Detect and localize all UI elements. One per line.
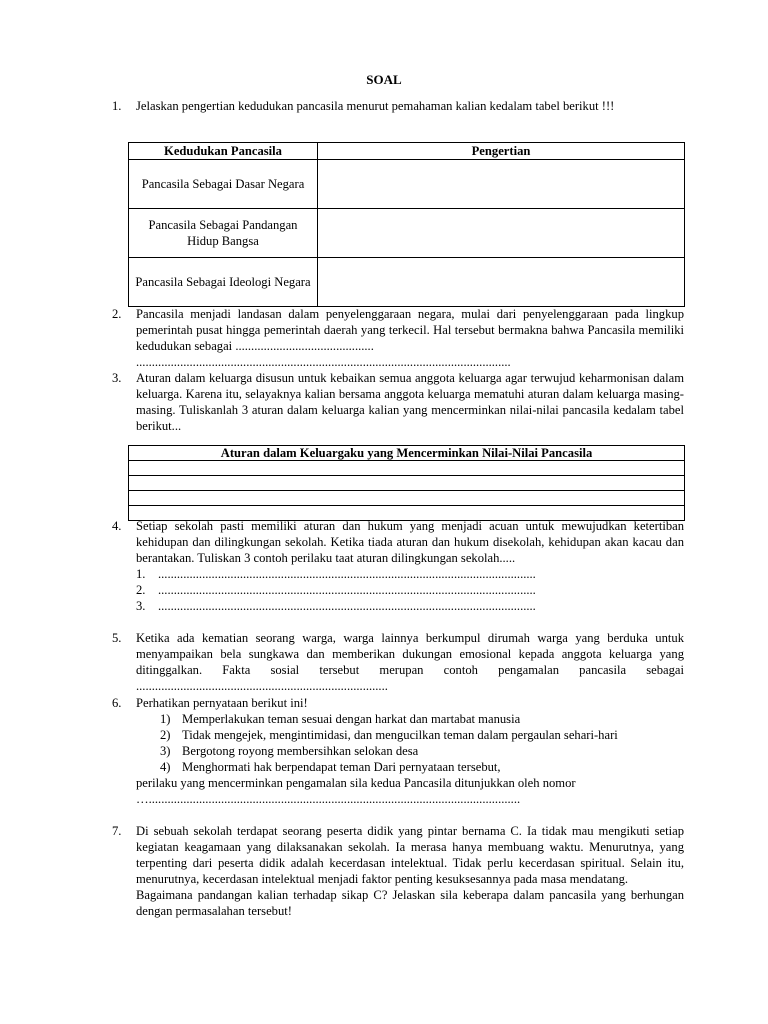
answer-cell[interactable]: [318, 160, 685, 209]
question-text: Ketika ada kematian seorang warga, warga lainnya berkumpul dirumah warga yang berduka untuk menyampaikan bela sungkawa dan memberikan dukungan emosional kepada anggota keluarga yang ditinggalkan. Fakta sosial tersebut merupan contoh pengamalan pancasila sebagai ................................................................................: [136, 631, 684, 693]
table-header: Pengertian: [318, 143, 685, 160]
item-number: 1): [160, 712, 171, 726]
table-row: [129, 160, 685, 209]
question-7: [112, 823, 684, 919]
answer-cell[interactable]: [129, 461, 685, 476]
table-row: [129, 491, 685, 506]
answer-line: …......................................................................................................................: [136, 792, 521, 806]
list-item: [160, 711, 684, 727]
answer-item: [136, 598, 684, 614]
question-text: Pancasila menjadi landasan dalam penyelenggaraan negara, mulai dari penyelenggaraan pada lingkup pemerintah pusat hingga pemerintah daerah yang terkecil. Hal tersebut bermakna bahwa Pancasila memiliki kedudukan sebagai ............................................: [136, 307, 684, 353]
question-number: 7.: [112, 824, 122, 838]
question-6: [112, 695, 684, 807]
item-number: 3): [160, 744, 171, 758]
list-item: [160, 727, 684, 743]
list-item: [160, 743, 684, 759]
question-number: 4.: [112, 519, 122, 533]
question-4: [112, 518, 684, 614]
answer-number: 1.: [136, 567, 146, 581]
question-text: Setiap sekolah pasti memiliki aturan dan hukum yang menjadi acuan untuk mewujudkan ketertiban kehidupan dan dilingkungan sekolah. Ketika tiada aturan dan hukum disekolah, kehidupan akan kacau dan berantakan. Tuliskan 3 contoh perilaku taat aturan dilingkungan sekolah.....: [136, 519, 684, 565]
question-2: [112, 306, 684, 370]
answer-line: ........................................................................................................................: [158, 599, 536, 613]
question-number: 5.: [112, 631, 122, 645]
table-row: [129, 461, 685, 476]
question-1: [112, 98, 684, 114]
table-cell: Pancasila Sebagai Dasar Negara: [129, 160, 318, 209]
page-title: SOAL: [366, 72, 402, 87]
answer-line: ........................................................................................................................: [158, 583, 536, 597]
question-5: [112, 630, 684, 694]
question-number: 1.: [112, 99, 122, 113]
question-text: Aturan dalam keluarga disusun untuk kebaikan semua anggota keluarga agar terwujud keharmonisan dalam keluarga. Karena itu, selayaknya kalian bersama anggota keluarga mematuhi aturan dalam keluarga masing-masing. Tuliskanlah 3 aturan dalam keluarga kalian yang mencerminkan nilai-nilai pancasila kedalam tabel berikut...: [136, 371, 684, 433]
question-3: [112, 370, 684, 434]
question-number: 6.: [112, 696, 122, 710]
answer-number: 3.: [136, 599, 146, 613]
answer-item: [136, 582, 684, 598]
item-text: Menghormati hak berpendapat teman Dari pernyataan tersebut,: [182, 760, 501, 774]
list-item: [160, 759, 684, 775]
question-text: Perhatikan pernyataan berikut ini!: [136, 696, 308, 710]
table-row: [129, 209, 685, 258]
question-prompt: Bagaimana pandangan kalian terhadap sikap C? Jelaskan sila keberapa dalam pancasila yang berhungan dengan permasalahan tersebut!: [136, 888, 684, 918]
answer-line: ........................................................................................................................: [158, 567, 536, 581]
answer-cell[interactable]: [318, 258, 685, 307]
question-closing: perilaku yang mencerminkan pengamalan sila kedua Pancasila ditunjukkan oleh nomor: [136, 776, 576, 790]
aturan-table: [128, 445, 685, 521]
question-text: Di sebuah sekolah terdapat seorang peserta didik yang pintar bernama C. Ia tidak mau mengikuti setiap kegiatan keagamaan yang dilaksanakan sekolah. Ia merasa hanya membuang waktu. Menurutnya, yang terpenting dari peserta didik adalah kecerdasan intelektual. Tidak perlu kecerdasan spiritual. Selain itu, menurutnya, kecerdasan intelektual menjadi faktor penting kesuksesannya pada masa mendatang.: [136, 824, 684, 886]
question-number: 2.: [112, 307, 122, 321]
table-cell: Pancasila Sebagai Ideologi Negara: [129, 258, 318, 307]
answer-cell[interactable]: [129, 476, 685, 491]
answer-cell[interactable]: [129, 491, 685, 506]
answer-number: 2.: [136, 583, 146, 597]
question-text: Jelaskan pengertian kedudukan pancasila menurut pemahaman kalian kedalam tabel berikut !!!: [136, 99, 615, 113]
item-text: Memperlakukan teman sesuai dengan harkat dan martabat manusia: [182, 712, 521, 726]
statement-list: [160, 711, 684, 775]
item-text: Tidak mengejek, mengintimidasi, dan mengucilkan teman dalam pergaulan sehari-hari: [182, 728, 618, 742]
kedudukan-table: [128, 142, 685, 307]
table-header: Kedudukan Pancasila: [129, 143, 318, 160]
table-row: [129, 258, 685, 307]
item-number: 4): [160, 760, 171, 774]
answer-cell[interactable]: [318, 209, 685, 258]
question-number: 3.: [112, 371, 122, 385]
answer-item: [136, 566, 684, 582]
item-text: Bergotong royong membersihkan selokan desa: [182, 744, 419, 758]
table-cell: Pancasila Sebagai Pandangan Hidup Bangsa: [129, 209, 318, 258]
table-row: [129, 476, 685, 491]
item-number: 2): [160, 728, 171, 742]
table-header: Aturan dalam Keluargaku yang Mencerminkan Nilai-Nilai Pancasila: [129, 446, 685, 461]
answer-line: .......................................................................................................................: [136, 355, 511, 369]
